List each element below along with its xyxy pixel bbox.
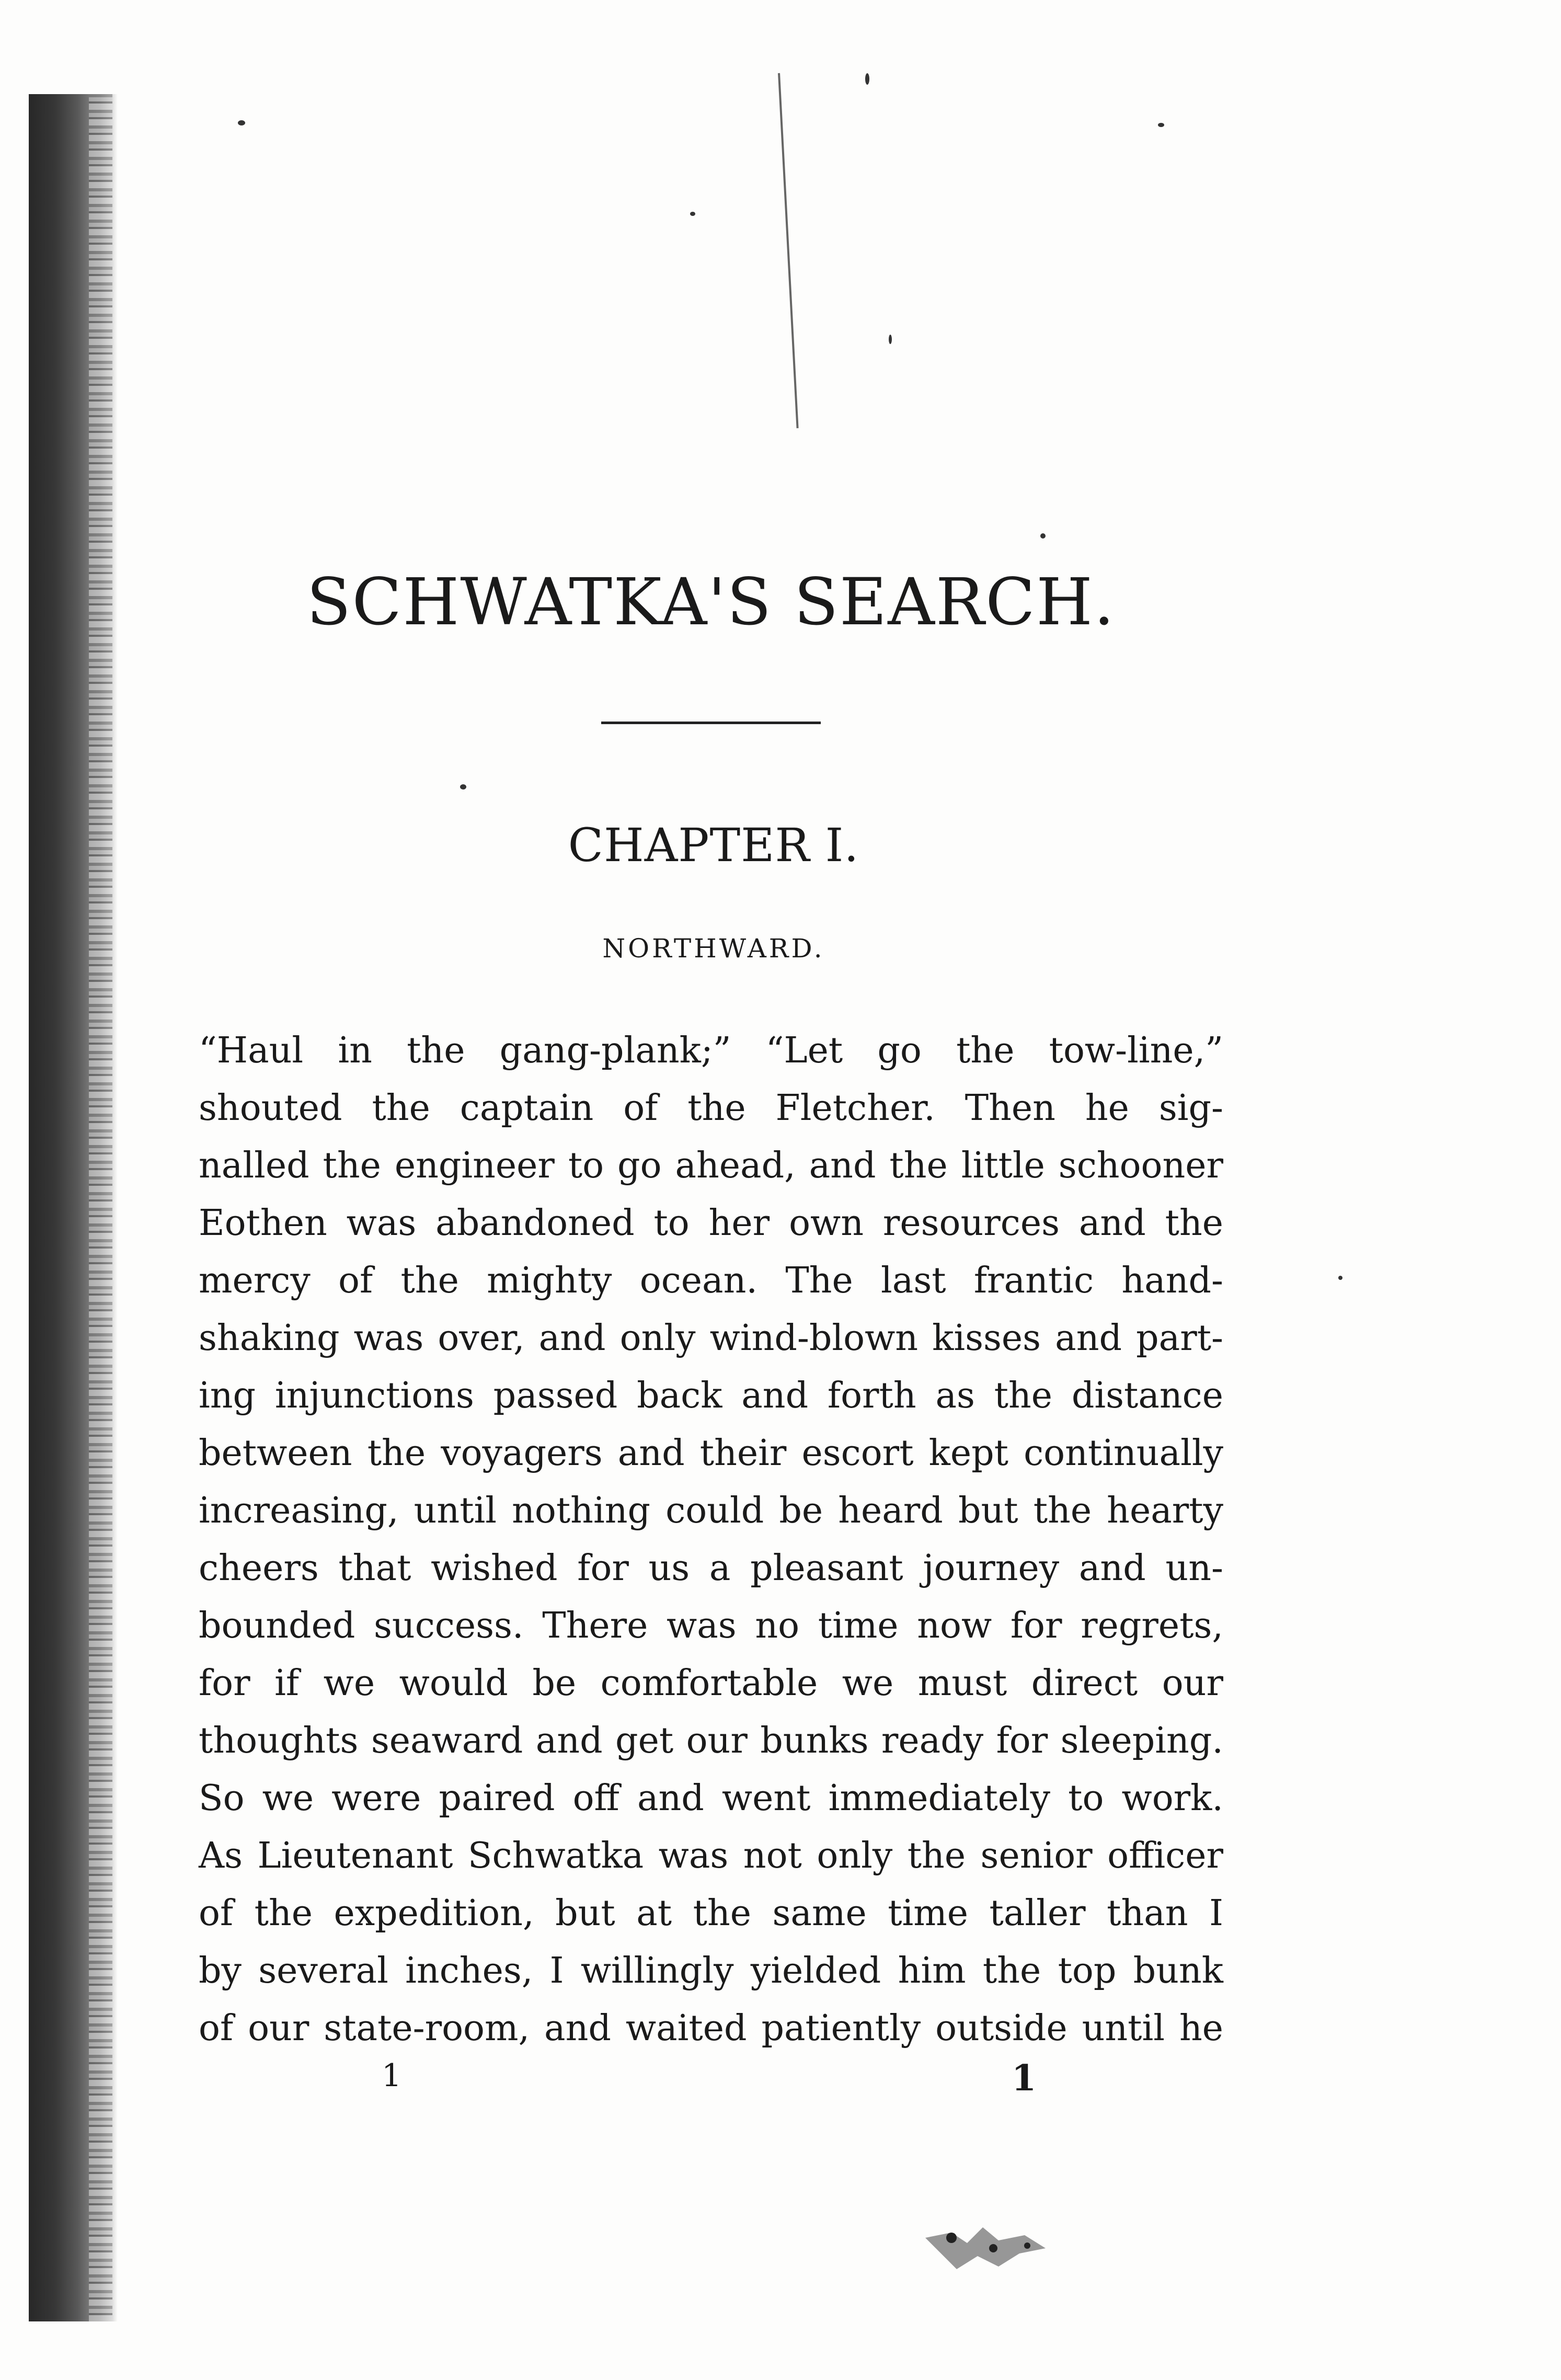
text-line: of our state-room, and waited patiently outside until he <box>199 2008 1223 2049</box>
text-line: mercy of the mighty ocean. The last frantic hand- <box>199 1260 1223 1301</box>
body-text <box>199 1022 1223 2057</box>
scan-artifact-line <box>778 73 799 428</box>
scan-speck <box>460 784 466 789</box>
ink-blot-ornament <box>920 2217 1056 2280</box>
scan-speck <box>690 212 695 216</box>
text-line: “Haul in the gang-plank;” “Let go the tow-line,” <box>199 1030 1223 1071</box>
scan-speck <box>865 73 869 85</box>
chapter-heading: CHAPTER I. <box>568 818 859 872</box>
text-line: by several inches, I willingly yielded him the top bunk <box>199 1950 1223 1992</box>
scan-speck <box>1338 1276 1342 1280</box>
text-line: shaking was over, and only wind-blown kisses and part- <box>199 1318 1223 1359</box>
title-rule <box>601 722 821 724</box>
page-number: 1 <box>1012 2057 1037 2099</box>
text-line: shouted the captain of the Fletcher. Then he sig- <box>199 1088 1223 1129</box>
text-line: increasing, until nothing could be heard but the hearty <box>199 1490 1223 1531</box>
text-line: ing injunctions passed back and forth as the distance <box>199 1375 1223 1416</box>
scan-speck <box>1158 123 1164 127</box>
text-line: between the voyagers and their escort kept continually <box>199 1433 1223 1474</box>
text-line: Eothen was abandoned to her own resources and the <box>199 1203 1223 1244</box>
scan-speck <box>1040 533 1046 539</box>
scan-speck <box>889 335 892 344</box>
scan-speck <box>238 120 245 125</box>
text-line: nalled the engineer to go ahead, and the little schooner <box>199 1145 1223 1186</box>
text-line: So we were paired off and went immediately to work. <box>199 1778 1223 1819</box>
chapter-subtitle: NORTHWARD. <box>602 933 825 964</box>
text-line: of the expedition, but at the same time taller than I <box>199 1893 1223 1934</box>
text-line: bounded success. There was no time now for regrets, <box>199 1605 1223 1646</box>
text-line: thoughts seaward and get our bunks ready for sleeping. <box>199 1720 1223 1761</box>
book-title: SCHWATKA'S SEARCH. <box>306 565 1116 640</box>
binding-gutter-texture <box>89 94 112 2321</box>
signature-mark: 1 <box>382 2057 402 2094</box>
text-line: for if we would be comfortable we must direct our <box>199 1663 1223 1704</box>
text-line: cheers that wished for us a pleasant journey and un- <box>199 1548 1223 1589</box>
text-line: As Lieutenant Schwatka was not only the senior officer <box>199 1835 1223 1876</box>
